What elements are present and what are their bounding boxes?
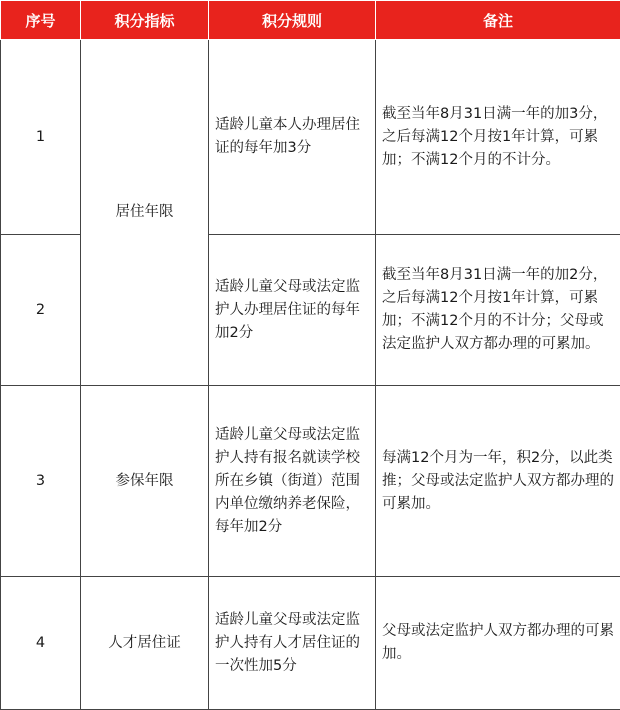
row-rule: 适龄儿童父母或法定监护人持有报名就读学校所在乡镇（街道）范围内单位缴纳养老保险，每年加2分 — [209, 386, 376, 577]
row-rule: 适龄儿童父母或法定监护人持有人才居住证的一次性加5分 — [209, 577, 376, 710]
row-note: 每满12个月为一年，积2分，以此类推；父母或法定监护人双方都办理的可累加。 — [376, 386, 620, 577]
row-number: 4 — [1, 577, 81, 710]
row-note: 父母或法定监护人双方都办理的可累加。 — [376, 577, 620, 710]
row-note: 截至当年8月31日满一年的加3分，之后每满12个月按1年计算，可累加；不满12个月的不计分。 — [376, 40, 620, 235]
row-note: 截至当年8月31日满一年的加2分，之后每满12个月按1年计算，可累加；不满12个月的不计分；父母或法定监护人双方都办理的可累加。 — [376, 235, 620, 386]
row-rule: 适龄儿童本人办理居住证的每年加3分 — [209, 40, 376, 235]
row-number: 1 — [1, 40, 81, 235]
table-row — [1, 577, 620, 710]
header-rule: 积分规则 — [209, 1, 376, 40]
row-indicator: 居住年限 — [81, 40, 209, 386]
header-row — [1, 1, 620, 40]
row-number: 2 — [1, 235, 81, 386]
row-indicator: 人才居住证 — [81, 577, 209, 710]
row-number: 3 — [1, 386, 81, 577]
header-serial-number: 序号 — [1, 1, 81, 40]
header-indicator: 积分指标 — [81, 1, 209, 40]
table-row — [1, 386, 620, 577]
table-row — [1, 40, 620, 235]
header-note: 备注 — [376, 1, 620, 40]
row-indicator: 参保年限 — [81, 386, 209, 577]
row-rule: 适龄儿童父母或法定监护人办理居住证的每年加2分 — [209, 235, 376, 386]
